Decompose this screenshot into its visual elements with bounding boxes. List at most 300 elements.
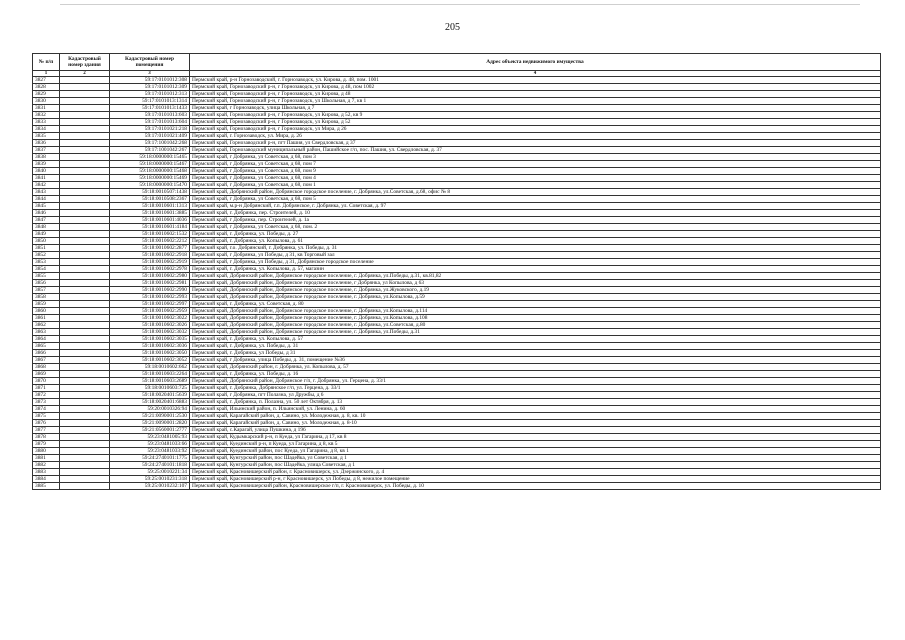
room-cadastral-number: 59:18:0010602:3036 (110, 343, 190, 350)
building-cadastral-number (60, 182, 110, 189)
property-address: Пермский край, Добрянский район, Добрянское городское поселение, г. Добрянка, ул.Советская, д.68, офис № 8 (190, 189, 881, 196)
property-address: Пермский край, Горнозаводский р-н, г Горнозаводск, ул Школьная, д 7, кв 1 (190, 98, 881, 105)
property-address: Пермский край, Добрянский район, Добрянское городское поселение, г. Добрянка, ул.Победы, д.31 (190, 329, 881, 336)
building-cadastral-number (60, 231, 110, 238)
building-cadastral-number (60, 273, 110, 280)
table-row (33, 322, 881, 329)
table-row (33, 266, 881, 273)
row-number: 3873 (33, 399, 60, 406)
table-row (33, 91, 881, 98)
row-number: 3863 (33, 329, 60, 336)
room-cadastral-number: 59:18:0010602:2212 (110, 238, 190, 245)
table-row (33, 133, 881, 140)
table-row (33, 154, 881, 161)
room-cadastral-number: 59:17:0101013:1433 (110, 105, 190, 112)
room-cadastral-number: 59:18:0010602:3050 (110, 350, 190, 357)
header-row-number: № п/п (33, 54, 60, 71)
row-number: 3870 (33, 378, 60, 385)
property-address: Пермский край, Горнозаводский р-н, г Горнозаводск, ул Кирова, д 52 (190, 119, 881, 126)
table-row (33, 462, 881, 469)
row-number: 3838 (33, 154, 60, 161)
table-row (33, 224, 881, 231)
property-address: Пермский край, Горнозаводский р-н, г Горнозаводск, ул Кирова, д 52, кв 9 (190, 112, 881, 119)
row-number: 3864 (33, 336, 60, 343)
building-cadastral-number (60, 140, 110, 147)
building-cadastral-number (60, 476, 110, 483)
table-row (33, 168, 881, 175)
row-number: 3835 (33, 133, 60, 140)
room-cadastral-number: 59:18:0010602:3035 (110, 336, 190, 343)
room-cadastral-number: 59:17:0101012:309 (110, 84, 190, 91)
property-address: Пермский край, Красновишерский район, Красновишерское г/п, г. Красновишерск, ул. Победы, д. 10 (190, 483, 881, 490)
table-body (33, 77, 881, 490)
header-property-address: Адрес объекта недвижимого имущества (190, 54, 881, 71)
table-row (33, 336, 881, 343)
row-number: 3846 (33, 210, 60, 217)
building-cadastral-number (60, 378, 110, 385)
property-address: Пермский край, Горнозаводский р-н, г Горнозаводск, ул Кирова, д 48, пом 1002 (190, 84, 881, 91)
table-row (33, 231, 881, 238)
room-cadastral-number: 59:17:0101013:603 (110, 112, 190, 119)
room-cadastral-number: 59:21:0090001:2820 (110, 420, 190, 427)
building-cadastral-number (60, 126, 110, 133)
property-address: Пермский край, г. Добрянка, Добрянское г/п, ул. Герцена, д. 33/1 (190, 385, 881, 392)
building-cadastral-number (60, 280, 110, 287)
row-number: 3836 (33, 140, 60, 147)
building-cadastral-number (60, 210, 110, 217)
row-number: 3830 (33, 98, 60, 105)
table-row (33, 126, 881, 133)
property-address: Пермский край, Куединский р-н, п Куеда, ул Гагарина, д 8, кв 5 (190, 441, 881, 448)
property-address: Пермский край, г Добрянка, ул Советская, д 68, пом 4 (190, 175, 881, 182)
row-number: 3851 (33, 245, 60, 252)
room-cadastral-number: 59:18:0010602:2981 (110, 280, 190, 287)
row-number: 3878 (33, 434, 60, 441)
row-number: 3869 (33, 371, 60, 378)
property-address: Пермский край, Добрянский район, Добрянское городское поселение, г Добрянка, ул Копылова, д 63 (190, 280, 881, 287)
property-address: Пермский край, Ильинский район, п. Ильинский, ул. Ленина, д. 60 (190, 406, 881, 413)
property-address: Пермский край, г Горнозаводск, улица Школьная, д 7 (190, 105, 881, 112)
table-row (33, 371, 881, 378)
building-cadastral-number (60, 98, 110, 105)
table-row (33, 448, 881, 455)
row-number: 3841 (33, 175, 60, 182)
property-address: Пермский край, р-н Горнозаводский, г. Горнозаводск, ул. Кирова, д. 48, пом. 1001 (190, 77, 881, 84)
property-address: Пермский край, г Добрянка, ул Советская, д 68, пом. 2 (190, 224, 881, 231)
table-row (33, 385, 881, 392)
building-cadastral-number (60, 287, 110, 294)
property-address: Пермский край, г. Добрянка, ул. Копылова, д. 57, магазин (190, 266, 881, 273)
table-row (33, 413, 881, 420)
row-number: 3885 (33, 483, 60, 490)
building-cadastral-number (60, 259, 110, 266)
building-cadastral-number (60, 343, 110, 350)
building-cadastral-number (60, 84, 110, 91)
building-cadastral-number (60, 336, 110, 343)
table-row (33, 378, 881, 385)
row-number: 3865 (33, 343, 60, 350)
room-cadastral-number: 59:18:0010601:4036 (110, 217, 190, 224)
room-cadastral-number: 59:20:0010326:94 (110, 406, 190, 413)
table-row (33, 343, 881, 350)
room-cadastral-number: 59:25:0010232:107 (110, 483, 190, 490)
room-cadastral-number: 59:25:0010231:318 (110, 476, 190, 483)
building-cadastral-number (60, 224, 110, 231)
row-number: 3837 (33, 147, 60, 154)
room-cadastral-number: 59:18:0010603:2689 (110, 378, 190, 385)
table-row (33, 469, 881, 476)
row-number: 3829 (33, 91, 60, 98)
building-cadastral-number (60, 406, 110, 413)
room-cadastral-number: 59:17:0101013:604 (110, 119, 190, 126)
row-number: 3866 (33, 350, 60, 357)
building-cadastral-number (60, 371, 110, 378)
table-row (33, 364, 881, 371)
building-cadastral-number (60, 168, 110, 175)
building-cadastral-number (60, 413, 110, 420)
row-number: 3828 (33, 84, 60, 91)
row-number: 3843 (33, 189, 60, 196)
room-cadastral-number: 59:21:0090001:2530 (110, 413, 190, 420)
room-cadastral-number: 59:18:0010602:2919 (110, 259, 190, 266)
room-cadastral-number: 59:18:0010602:3052 (110, 357, 190, 364)
table-row (33, 217, 881, 224)
room-cadastral-number: 59:25:0010221:34 (110, 469, 190, 476)
table-row (33, 350, 881, 357)
table-row (33, 455, 881, 462)
room-cadastral-number: 59:18:0010602:662 (110, 364, 190, 371)
table-row (33, 189, 881, 196)
building-cadastral-number (60, 315, 110, 322)
table-row (33, 273, 881, 280)
property-address: Пермский край, г. Добрянка, п. Полазна, ул. 50 лет Октября, д. 13 (190, 399, 881, 406)
room-cadastral-number: 59:23:0481005:93 (110, 434, 190, 441)
property-address: Пермский край, Горнозаводский муниципальный район, Пашийское г/п, пос. Пашия, ул. Свердловская, д. 37 (190, 147, 881, 154)
table-row (33, 399, 881, 406)
row-number: 3881 (33, 455, 60, 462)
building-cadastral-number (60, 329, 110, 336)
property-address: Пермский край, Карагайский район, д. Савино, ул. Молодежная, д. 8-10 (190, 420, 881, 427)
property-address: Пермский край, г. Добрянка, ул. Победы, д. 31 (190, 343, 881, 350)
property-address: Пермский край, Красновишерский район, г. Красновишерск, ул. Дзержинского, д. 4 (190, 469, 881, 476)
table-row (33, 392, 881, 399)
property-address: Пермский край, Добрянский район, Добрянское городское поселение, г. Добрянка, ул.Копылова, д.114 (190, 308, 881, 315)
building-cadastral-number (60, 154, 110, 161)
building-cadastral-number (60, 91, 110, 98)
property-address: Пермский край, г. Добрянка, ул. Победы, д. 27 (190, 231, 881, 238)
room-cadastral-number: 59:18:0010602:3022 (110, 315, 190, 322)
property-address: Пермский край, г Добрянка, пгт Полазна, ул Дружбы, д 6 (190, 392, 881, 399)
row-number: 3845 (33, 203, 60, 210)
building-cadastral-number (60, 252, 110, 259)
room-cadastral-number: 59:18:0010507:1438 (110, 189, 190, 196)
row-number: 3855 (33, 273, 60, 280)
room-cadastral-number: 59:18:0010602:3026 (110, 322, 190, 329)
row-number: 3872 (33, 392, 60, 399)
table-row (33, 77, 881, 84)
table-row (33, 483, 881, 490)
property-address: Пермский край, г.о. Добрянский, г. Добрянка, ул. Победы, д. 31 (190, 245, 881, 252)
building-cadastral-number (60, 399, 110, 406)
table-row (33, 140, 881, 147)
room-cadastral-number: 59:18:0000000:15470 (110, 182, 190, 189)
table-row (33, 161, 881, 168)
row-number: 3858 (33, 294, 60, 301)
table-row (33, 119, 881, 126)
building-cadastral-number (60, 427, 110, 434)
building-cadastral-number (60, 217, 110, 224)
property-address: Пермский край, м.р-н Добрянский, г.п. Добрянское, г. Добрянка, ул. Советская, д. 97 (190, 203, 881, 210)
table-row (33, 245, 881, 252)
building-cadastral-number (60, 308, 110, 315)
building-cadastral-number (60, 196, 110, 203)
property-address: Пермский край, г. Добрянка, ул Победы, д 31 (190, 350, 881, 357)
building-cadastral-number (60, 357, 110, 364)
table-row (33, 112, 881, 119)
property-address: Пермский край, г Добрянка, улица Победы, д. 31, помещение №36 (190, 357, 881, 364)
building-cadastral-number (60, 301, 110, 308)
building-cadastral-number (60, 448, 110, 455)
property-address: Пермский край, г Добрянка, ул Победы, д 31, Добрянское городское поселение (190, 259, 881, 266)
building-cadastral-number (60, 455, 110, 462)
column-number-1: 1 (33, 71, 60, 77)
room-cadastral-number: 59:18:0010603:2264 (110, 371, 190, 378)
building-cadastral-number (60, 119, 110, 126)
row-number: 3862 (33, 322, 60, 329)
room-cadastral-number: 59:18:0020401:6883 (110, 399, 190, 406)
row-number: 3848 (33, 224, 60, 231)
building-cadastral-number (60, 434, 110, 441)
room-cadastral-number: 59:18:0010602:2980 (110, 273, 190, 280)
property-address: Пермский край, Добрянский район, Добрянское городское поселение, г. Добрянка, ул.Копылова, д.108 (190, 315, 881, 322)
table-row (33, 434, 881, 441)
property-address: Пермский край, Горнозаводский р-н, пгт Пашия, ул Свердловская, д 37 (190, 140, 881, 147)
table-row (33, 420, 881, 427)
row-number: 3834 (33, 126, 60, 133)
building-cadastral-number (60, 462, 110, 469)
row-number: 3880 (33, 448, 60, 455)
table-row (33, 427, 881, 434)
building-cadastral-number (60, 77, 110, 84)
table-row (33, 182, 881, 189)
building-cadastral-number (60, 441, 110, 448)
room-cadastral-number: 59:17:0101021:409 (110, 133, 190, 140)
row-number: 3883 (33, 469, 60, 476)
row-number: 3884 (33, 476, 60, 483)
building-cadastral-number (60, 364, 110, 371)
table-row (33, 105, 881, 112)
row-number: 3868 (33, 364, 60, 371)
property-address: Пермский край, г Добрянка, ул Советская, д 68, пом 9 (190, 168, 881, 175)
room-cadastral-number: 59:18:0000000:15467 (110, 161, 190, 168)
room-cadastral-number: 59:18:0000000:15468 (110, 168, 190, 175)
room-cadastral-number: 59:18:0010602:2978 (110, 266, 190, 273)
row-number: 3852 (33, 252, 60, 259)
row-number: 3867 (33, 357, 60, 364)
property-address: Пермский край, Кунгурский район, пос Шадейка, ул Советская, д 1 (190, 455, 881, 462)
row-number: 3844 (33, 196, 60, 203)
row-number: 3861 (33, 315, 60, 322)
table-row (33, 308, 881, 315)
property-address: Пермский край, Добрянский район, Добрянское городское поселение, г. Добрянка, ул.Победы, д.31, кв.81,82 (190, 273, 881, 280)
property-address: Пермский край, Добрянский район, Добрянское городское поселение, г. Добрянка, ул.Советская, д.80 (190, 322, 881, 329)
room-cadastral-number: 59:18:0010602:3032 (110, 329, 190, 336)
property-address: Пермский край, Карагайский район, д. Савино, ул. Молодежная, д. 8, кв. 10 (190, 413, 881, 420)
room-cadastral-number: 59:23:0481033:66 (110, 441, 190, 448)
property-address: Пермский край, г. Добрянка, ул. Советская, д. 80 (190, 301, 881, 308)
room-cadastral-number: 59:18:0010602:2877 (110, 245, 190, 252)
room-cadastral-number: 59:18:0010508:2367 (110, 196, 190, 203)
row-number: 3842 (33, 182, 60, 189)
building-cadastral-number (60, 189, 110, 196)
row-number: 3839 (33, 161, 60, 168)
property-address: Пермский край, г. Горнозаводск, ул. Мира, д. 26 (190, 133, 881, 140)
row-number: 3871 (33, 385, 60, 392)
property-address: Пермский край, г Добрянка, ул Советская, д 68, пом 5 (190, 196, 881, 203)
room-cadastral-number: 59:17:0101012:308 (110, 77, 190, 84)
room-cadastral-number: 59:18:0010602:2959 (110, 308, 190, 315)
building-cadastral-number (60, 133, 110, 140)
table-header-row (33, 54, 881, 71)
room-cadastral-number: 59:17:0101021:218 (110, 126, 190, 133)
row-number: 3849 (33, 231, 60, 238)
room-cadastral-number: 59:18:0010601:3885 (110, 210, 190, 217)
table-row (33, 329, 881, 336)
room-cadastral-number: 59:18:0010602:2918 (110, 252, 190, 259)
column-number-3: 3 (110, 71, 190, 77)
row-number: 3850 (33, 238, 60, 245)
table-row (33, 357, 881, 364)
table-row (33, 175, 881, 182)
row-number: 3879 (33, 441, 60, 448)
room-cadastral-number: 59:21:0560001:2777 (110, 427, 190, 434)
row-number: 3831 (33, 105, 60, 112)
table-row (33, 280, 881, 287)
table-row (33, 98, 881, 105)
property-address: Пермский край, Кудымкарский р-н, п Куеда, ул Гагарина, д 17, кв 8 (190, 434, 881, 441)
room-cadastral-number: 59:18:0000000:15469 (110, 175, 190, 182)
building-cadastral-number (60, 147, 110, 154)
table-row (33, 238, 881, 245)
column-number-4: 4 (190, 71, 881, 77)
room-cadastral-number: 59:23:0481033:92 (110, 448, 190, 455)
row-number: 3827 (33, 77, 60, 84)
table-row (33, 476, 881, 483)
row-number: 3847 (33, 217, 60, 224)
room-cadastral-number: 59:18:0010602:2993 (110, 294, 190, 301)
property-address: Пермский край, г Добрянка, пер. Строителей, д. 1а (190, 217, 881, 224)
table-row (33, 294, 881, 301)
room-cadastral-number: 59:18:0010601:4184 (110, 224, 190, 231)
building-cadastral-number (60, 112, 110, 119)
table-row (33, 259, 881, 266)
row-number: 3840 (33, 168, 60, 175)
building-cadastral-number (60, 175, 110, 182)
property-address: Пермский край, г. Добрянка, ул. Копылова, д. 61 (190, 238, 881, 245)
room-cadastral-number: 59:18:0010601:1313 (110, 203, 190, 210)
property-address: Пермский край, г Добрянка, ул Советская, д 68, пом 7 (190, 161, 881, 168)
table-row (33, 301, 881, 308)
property-address: Пермский край, г Добрянка, ул Советская, д 68, пом 3 (190, 154, 881, 161)
property-address: Пермский край, Добрянский район, Добрянское городское поселение, г. Добрянка, ул.Копылова, д.59 (190, 294, 881, 301)
room-cadastral-number: 59:24:2740101:1818 (110, 462, 190, 469)
property-address: Пермский край, Добрянский район, Добрянское г/п, г. Добрянка, ул. Герцена, д. 33/1 (190, 378, 881, 385)
property-address: Пермский край, г. Добрянка, пер. Строителей, д. 10 (190, 210, 881, 217)
property-address: Пермский край, Куединский район, пос Куеда, ул Гагарина, д 8, кв 1 (190, 448, 881, 455)
property-address: Пермский край, Красновишерский р-н, г Красновишерск, ул Победы, д 8, нежилое помещение (190, 476, 881, 483)
property-address: Пермский край, г Добрянка, ул Победы, д 31, кв Торговый зал (190, 252, 881, 259)
building-cadastral-number (60, 469, 110, 476)
row-number: 3860 (33, 308, 60, 315)
table-row (33, 147, 881, 154)
table-row (33, 203, 881, 210)
property-address: Пермский край, г Добрянка, ул Советская, д 68, пом 1 (190, 182, 881, 189)
room-cadastral-number: 59:17:0101013:1314 (110, 98, 190, 105)
row-number: 3854 (33, 266, 60, 273)
table-row (33, 406, 881, 413)
page-number: 205 (445, 22, 460, 33)
property-address: Пермский край, Горнозаводский р-н, г Горнозаводск, ул Мира, д 26 (190, 126, 881, 133)
property-address: Пермский край, Кунгурский район, пос Шадейка, улица Советская, д 1 (190, 462, 881, 469)
building-cadastral-number (60, 245, 110, 252)
building-cadastral-number (60, 420, 110, 427)
row-number: 3876 (33, 420, 60, 427)
room-cadastral-number: 59:17:0101012:313 (110, 91, 190, 98)
property-address: Пермский край, г. Добрянка, ул. Победы, д. 16 (190, 371, 881, 378)
room-cadastral-number: 59:24:2740101:1775 (110, 455, 190, 462)
building-cadastral-number (60, 238, 110, 245)
property-address: Пермский край, Добрянский район, Добрянское городское поселение, г. Добрянка, ул.Жуковского, д.19 (190, 287, 881, 294)
room-cadastral-number: 59:18:0020401:5639 (110, 392, 190, 399)
row-number: 3833 (33, 119, 60, 126)
property-address: Пермский край, Горнозаводский р-н, г Горнозаводск, ул Кирова, д 48 (190, 91, 881, 98)
property-address: Пермский край, с.Карагай, улица Пушкина, д 196 (190, 427, 881, 434)
row-number: 3882 (33, 462, 60, 469)
building-cadastral-number (60, 322, 110, 329)
top-divider (60, 4, 860, 5)
building-cadastral-number (60, 483, 110, 490)
building-cadastral-number (60, 385, 110, 392)
property-registry-table (32, 53, 881, 490)
building-cadastral-number (60, 161, 110, 168)
table-row (33, 315, 881, 322)
row-number: 3857 (33, 287, 60, 294)
room-cadastral-number: 59:17:1001042:268 (110, 140, 190, 147)
table-row (33, 287, 881, 294)
row-number: 3877 (33, 427, 60, 434)
property-address: Пермский край, Добрянский район, г. Добрянка, ул. Копылова, д. 57 (190, 364, 881, 371)
table-row (33, 196, 881, 203)
row-number: 3875 (33, 413, 60, 420)
room-cadastral-number: 59:18:0010603:725 (110, 385, 190, 392)
room-cadastral-number: 59:18:0000000:15465 (110, 154, 190, 161)
table-row (33, 441, 881, 448)
room-cadastral-number: 59:17:1001042:267 (110, 147, 190, 154)
building-cadastral-number (60, 392, 110, 399)
building-cadastral-number (60, 266, 110, 273)
building-cadastral-number (60, 105, 110, 112)
building-cadastral-number (60, 294, 110, 301)
building-cadastral-number (60, 350, 110, 357)
header-room-cadastral-number: Кадастровый номер помещения (110, 54, 190, 71)
row-number: 3859 (33, 301, 60, 308)
row-number: 3832 (33, 112, 60, 119)
table-row (33, 84, 881, 91)
room-cadastral-number: 59:18:0010602:1532 (110, 231, 190, 238)
room-cadastral-number: 59:18:0010602:2990 (110, 287, 190, 294)
room-cadastral-number: 59:18:0010602:2997 (110, 301, 190, 308)
row-number: 3856 (33, 280, 60, 287)
